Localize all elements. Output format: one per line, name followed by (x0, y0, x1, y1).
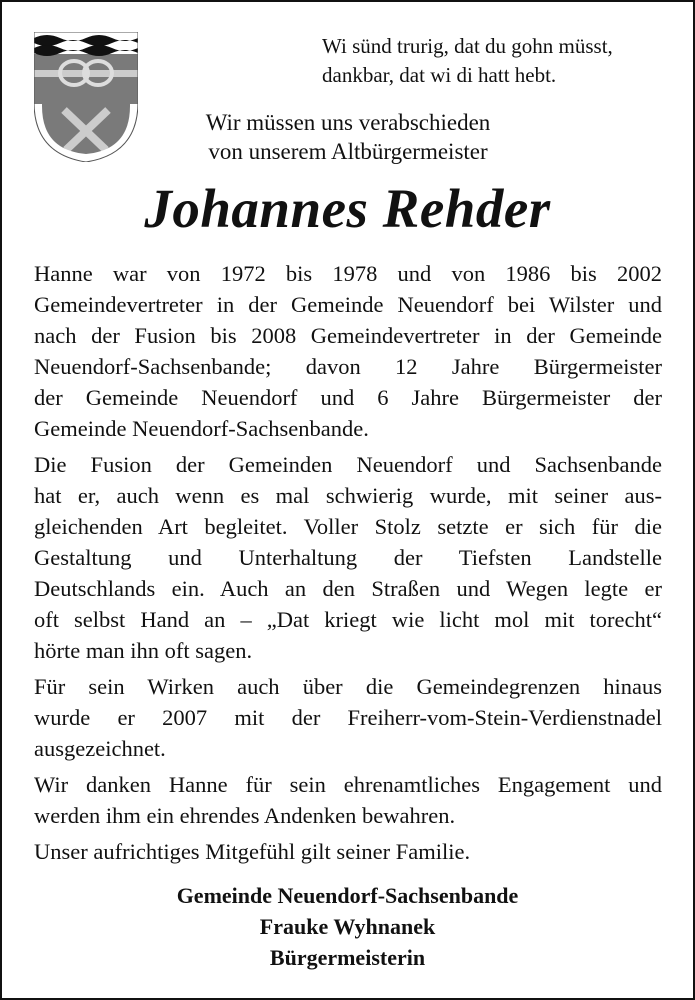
paragraph-line: Wir danken Hanne für sein ehrenamtliches Engagement und (34, 772, 662, 797)
paragraph-line: oft selbst Hand an – „Dat kriegt wie licht mol mit torecht“ (34, 607, 662, 632)
paragraph-line: Unser aufrichtiges Mitgefühl gilt seiner Familie. (34, 839, 471, 864)
paragraph-line: gleichenden Art begleitet. Voller Stolz setzte er sich für die (34, 514, 662, 539)
paragraph (34, 671, 662, 764)
paragraph-line: Neuendorf-Sachsenbande; davon 12 Jahre Bürgermeister (34, 354, 662, 379)
intro-line: von unserem Altbürgermeister (208, 139, 488, 164)
paragraph-line: hat er, auch wenn es mal schwierig wurde, mit seiner aus- (34, 483, 662, 508)
paragraph-line: Deutschlands ein. Auch an den Straßen und Wegen legte er (34, 576, 662, 601)
paragraph-line: nach der Fusion bis 2008 Gemeindevertreter in der Gemeinde (34, 323, 662, 348)
paragraph (34, 449, 662, 666)
paragraph-line: Gestaltung und Unterhaltung der Tiefsten Landstelle (34, 545, 662, 570)
paragraph-line: Gemeinde Neuendorf-Sachsenbande. (34, 416, 369, 441)
paragraph-line: der Gemeinde Neuendorf und 6 Jahre Bürgermeister der (34, 385, 662, 410)
paragraph-line: werden ihm ein ehrendes Andenken bewahren. (34, 803, 456, 828)
paragraph (34, 258, 662, 444)
signature-block (0, 880, 695, 973)
quote-line: Wi sünd trurig, dat du gohn müsst, (322, 34, 613, 58)
quote-line: dankbar, dat wi di hatt hebt. (322, 63, 557, 87)
intro-line: Wir müssen uns verabschieden (205, 110, 491, 135)
signature-name: Frauke Wyhnanek (259, 914, 436, 939)
signature-organization: Gemeinde Neuendorf-Sachsenbande (176, 883, 519, 908)
paragraph (34, 836, 662, 867)
paragraph-line: Hanne war von 1972 bis 1978 und von 1986 bis 2002 (34, 261, 662, 286)
dialect-quote (322, 32, 642, 90)
paragraph-line: hörte man ihn oft sagen. (34, 638, 253, 663)
paragraph (34, 769, 662, 831)
signature-title: Bürgermeisterin (269, 945, 426, 970)
paragraph-line: Die Fusion der Gemeinden Neuendorf und Sachsenbande (34, 452, 662, 477)
paragraph-line: Gemeindevertreter in der Gemeinde Neuendorf bei Wilster und (34, 292, 662, 317)
deceased-name: Johannes Rehder (144, 178, 551, 239)
paragraph-line: wurde er 2007 mit der Freiherr-vom-Stein-Verdienstnadel (34, 705, 662, 730)
obituary-body (34, 258, 662, 872)
paragraph-line: Für sein Wirken auch über die Gemeindegrenzen hinaus (34, 674, 662, 699)
paragraph-line: ausgezeichnet. (34, 736, 166, 761)
intro-text (120, 108, 576, 166)
